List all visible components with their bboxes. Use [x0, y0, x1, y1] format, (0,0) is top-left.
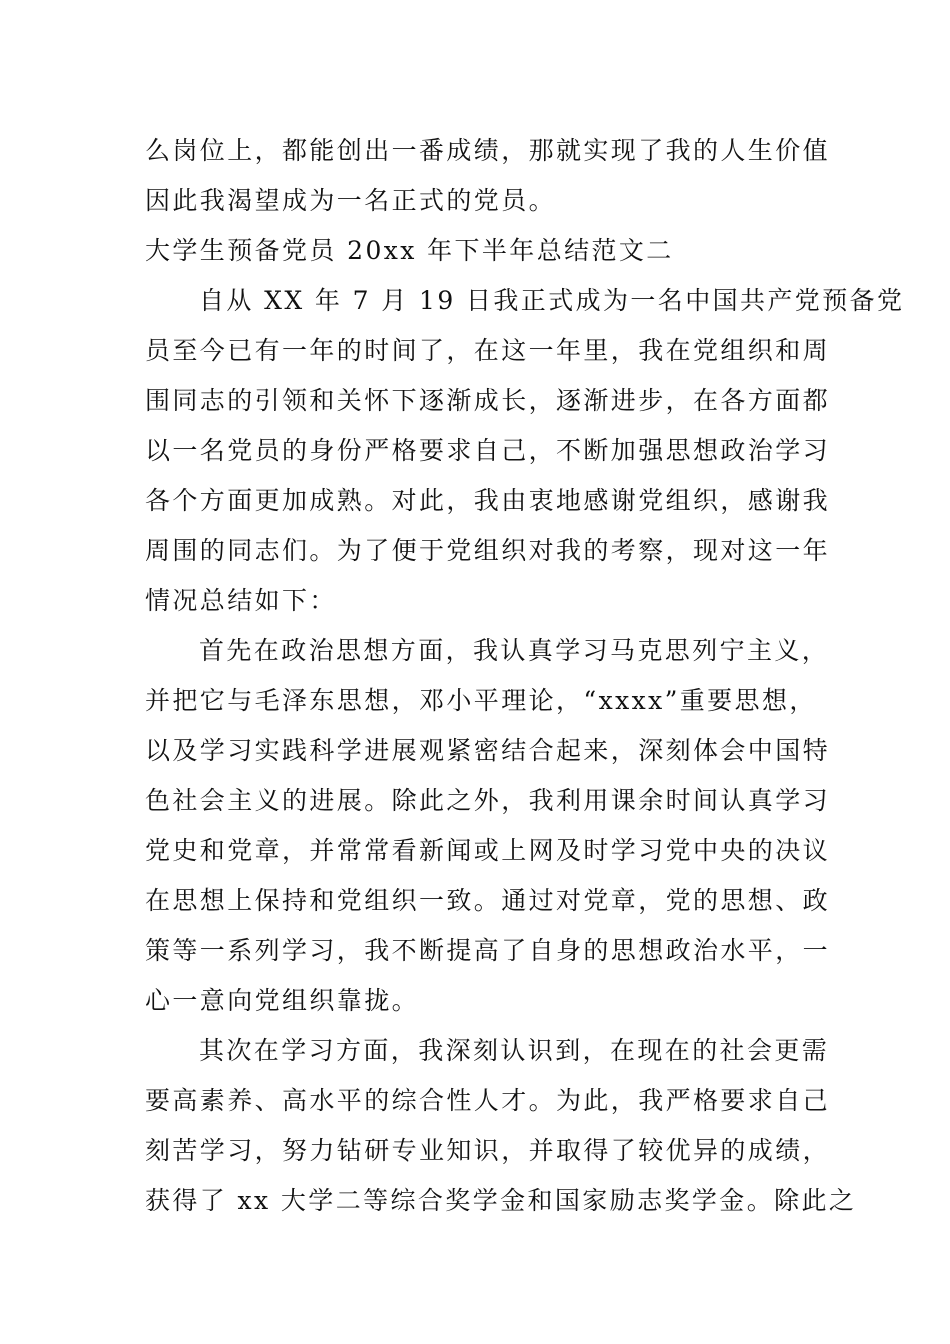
text-line: 其次在学习方面，我深刻认识到，在现在的社会更需	[199, 1036, 830, 1065]
text-line: 并把它与毛泽东思想，邓小平理论，“xxxx”重要思想，	[145, 686, 817, 715]
section-title: 大学生预备党员 20xx 年下半年总结范文二	[145, 236, 674, 265]
text-line: 情况总结如下：	[145, 586, 337, 615]
text-line: 员至今已有一年的时间了，在这一年里，我在党组织和周	[145, 336, 831, 365]
text-line: 各个方面更加成熟。对此，我由衷地感谢党组织，感谢我	[145, 486, 831, 515]
text-line: 色社会主义的进展。除此之外，我利用课余时间认真学习	[145, 786, 831, 815]
text-line: 要高素养、高水平的综合性人才。为此，我严格要求自己	[145, 1086, 831, 1115]
text-line: 在思想上保持和党组织一致。通过对党章，党的思想、政	[145, 886, 831, 915]
text-line: 心一意向党组织靠拢。	[145, 986, 420, 1015]
text-line: 因此我渴望成为一名正式的党员。	[145, 186, 557, 215]
text-line: 以一名党员的身份严格要求自己，不断加强思想政治学习	[145, 436, 831, 465]
text-line: 刻苦学习，努力钻研专业知识，并取得了较优异的成绩，	[145, 1136, 831, 1165]
text-line: 首先在政治思想方面，我认真学习马克思列宁主义，	[199, 636, 830, 665]
text-line: 策等一系列学习，我不断提高了自身的思想政治水平，一	[145, 936, 831, 965]
text-line: 么岗位上，都能创出一番成绩，那就实现了我的人生价值	[145, 136, 831, 165]
text-line: 获得了 xx 大学二等综合奖学金和国家励志奖学金。除此之	[145, 1186, 857, 1215]
text-line: 围同志的引领和关怀下逐渐成长，逐渐进步，在各方面都	[145, 386, 831, 415]
text-line: 周围的同志们。为了便于党组织对我的考察，现对这一年	[145, 536, 831, 565]
text-line: 自从 XX 年 7 月 19 日我正式成为一名中国共产党预备党	[199, 286, 905, 315]
text-line: 以及学习实践科学进展观紧密结合起来，深刻体会中国特	[145, 736, 831, 765]
text-line: 党史和党章，并常常看新闻或上网及时学习党中央的决议	[145, 836, 831, 865]
